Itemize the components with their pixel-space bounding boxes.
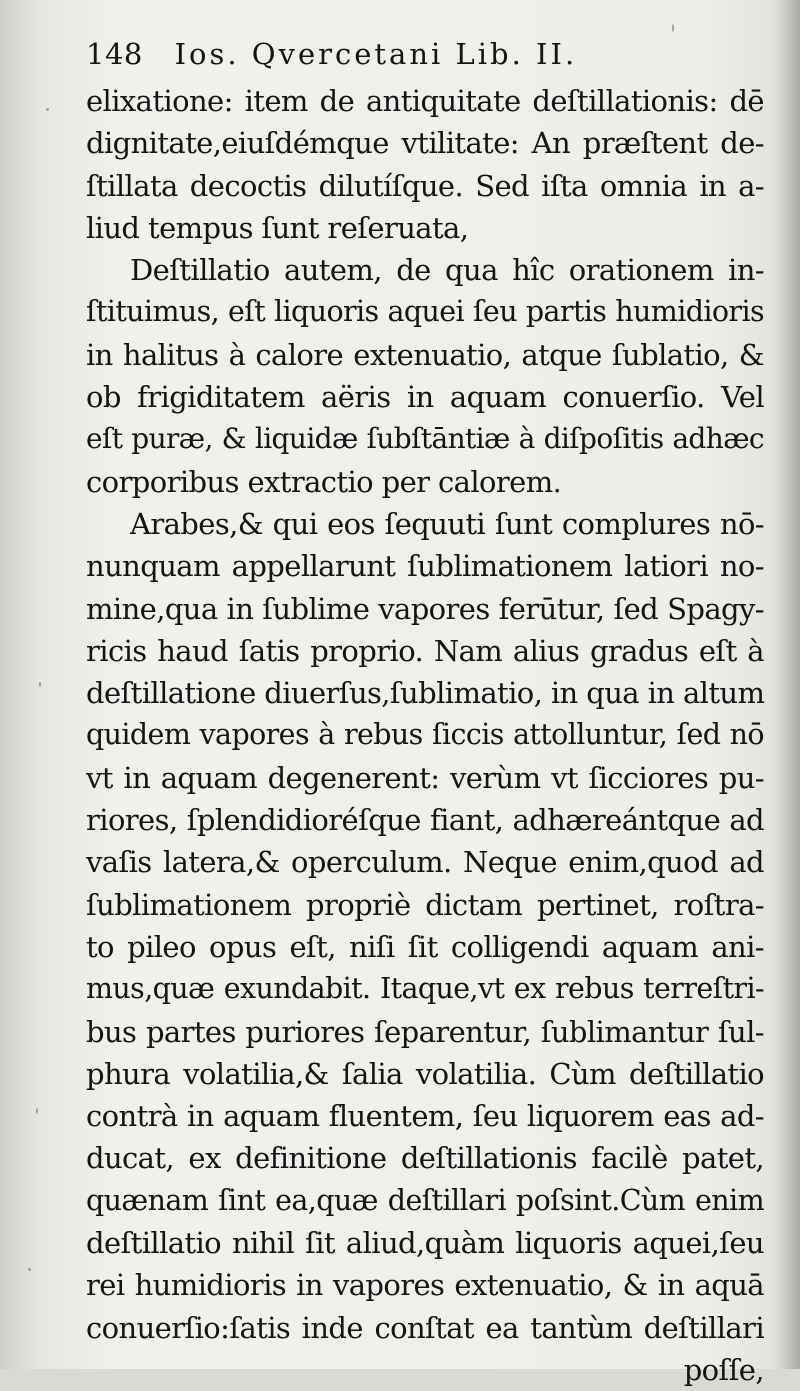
paper-speck: [36, 1108, 38, 1114]
text-line: riores, ſplendidioréſque fiant, adhæreántque ad: [86, 803, 764, 838]
text-line: ſublimationem propriè dictam pertinet, roſtra-: [86, 887, 764, 922]
text-line: Deſtillatio autem, de qua hîc orationem in-: [130, 253, 764, 288]
text-line: quidem vapores à rebus ſiccis attolluntur, ſed nō: [86, 718, 764, 752]
text-line: to pileo opus eſt, niſi ſit colligendi aquam ani-: [86, 929, 764, 964]
paper-speck: [39, 682, 41, 687]
text-line: conuerſio:ſatis inde conſtat ea tantùm deſtillari: [86, 1310, 764, 1345]
paper-speck: [46, 108, 49, 111]
paper-speck: [672, 24, 674, 32]
text-line: rei humidioris in vapores extenuatio, & in aquā: [86, 1268, 764, 1303]
text-line: ſtituimus, eſt liquoris aquei ſeu partis humidioris: [86, 295, 764, 329]
text-line: vt in aquam degenerent: verùm vt ſicciores pu-: [86, 760, 764, 795]
text-line: deſtillatio nihil ſit aliud,quàm liquoris aquei,ſeu: [86, 1226, 764, 1261]
text-line: eſt puræ, & liquidæ ſubſtāntiæ à diſpoſitis adhæc: [86, 422, 764, 456]
text-line: corporibus extractio per calorem.: [86, 464, 562, 499]
text-line: phura volatilia,& ſalia volatilia. Cùm deſtillatio: [86, 1056, 764, 1091]
text-line: quænam ſint ea,quæ deſtillari poſsint.Cùm enim: [86, 1183, 764, 1217]
text-line: mus,quæ exundabit. Itaque,vt ex rebus terreſtri-: [86, 972, 764, 1006]
text-line: ricis haud ſatis proprio. Nam alius gradus eſt à: [86, 633, 764, 668]
text-line: ducat, ex definitione deſtillationis facilè patet,: [86, 1141, 764, 1176]
text-line: nunquam appellarunt ſublimationem latiori no-: [86, 549, 764, 584]
text-line: deſtillatione diuerſus,ſublimatio, in qua in altum: [86, 676, 765, 711]
text-line: bus partes puriores ſeparentur, ſublimantur ſul-: [86, 1014, 764, 1049]
text-line: liud tempus ſunt reſeruata,: [86, 210, 469, 245]
text-line: vaſis latera,& operculum. Neque enim,quod ad: [86, 845, 764, 880]
page-edge-shadow: [772, 0, 800, 1369]
text-line: ob frigiditatem aëris in aquam conuerſio. Vel: [86, 380, 764, 415]
text-line: contrà in aquam fluentem, ſeu liquorem eas ad-: [86, 1099, 764, 1134]
text-line: Arabes,& qui eos ſequuti ſunt complures nō-: [130, 506, 764, 541]
text-line: mine,qua in ſublime vapores ferūtur, ſed Spagy-: [86, 591, 764, 626]
running-header: [86, 28, 766, 80]
text-line: dignitate,eiuſdémque vtilitate: An præſtent de-: [86, 126, 764, 161]
catchword: poſſe,: [683, 1352, 764, 1387]
running-title: Ios. Qvercetani Lib. II.: [174, 37, 578, 71]
text-line: elixatione: item de antiquitate deſtillationis: dē: [86, 84, 764, 118]
body-text: [86, 80, 764, 1391]
paper-speck: [28, 1268, 31, 1271]
page-number: 148: [86, 37, 143, 71]
text-line: in halitus à calore extenuatio, atque ſublatio, &: [86, 337, 764, 372]
text-line: ſtillata decoctis dilutíſque. Sed iſta omnia in a-: [86, 168, 764, 203]
